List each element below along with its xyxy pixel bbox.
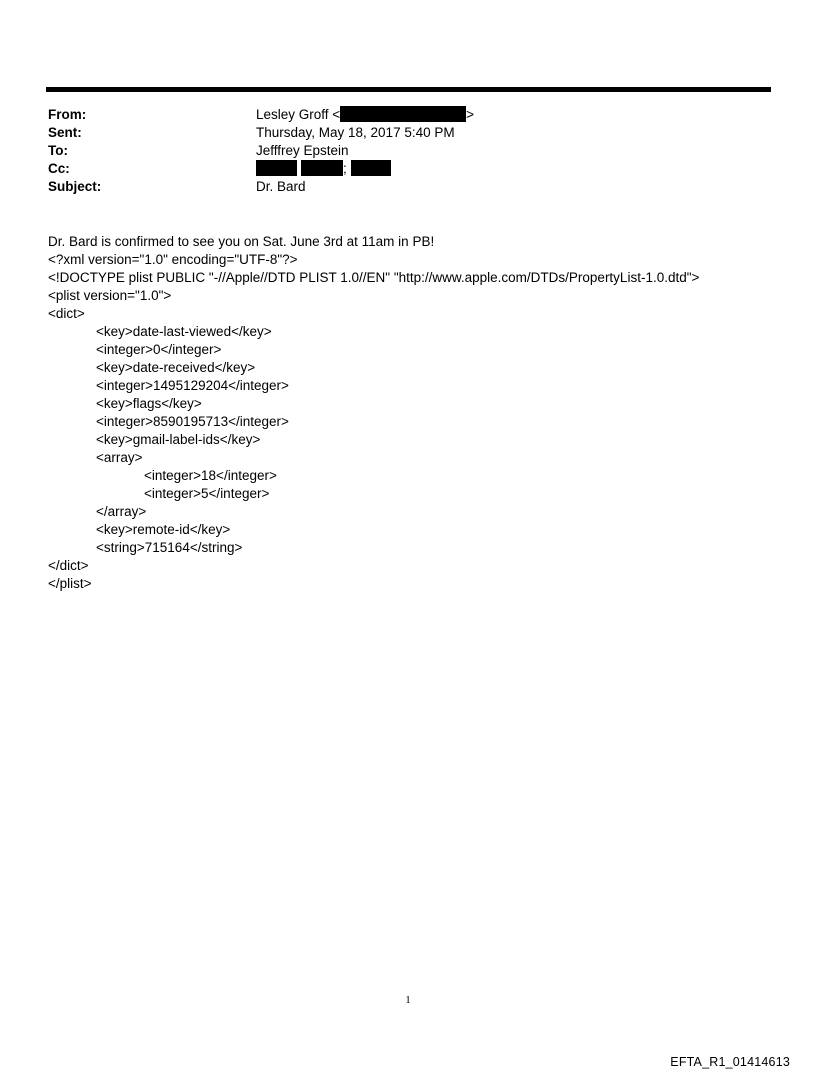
to-row [48, 142, 768, 160]
from-label: From: [48, 107, 87, 122]
from-name: Lesley Groff < [256, 107, 341, 122]
body-line: <key>date-last-viewed</key> [96, 324, 272, 339]
body-line: <key>remote-id</key> [96, 522, 231, 537]
body-line: <dict> [48, 306, 85, 321]
sent-row [48, 124, 768, 142]
body-line: <key>date-received</key> [96, 360, 256, 375]
cc-label: Cc: [48, 161, 70, 176]
body-line: <?xml version="1.0" encoding="UTF-8"?> [48, 252, 298, 267]
email-body [48, 233, 788, 593]
body-line: <integer>0</integer> [96, 342, 222, 357]
from-row [48, 106, 768, 124]
email-header [48, 106, 768, 196]
sent-value: Thursday, May 18, 2017 5:40 PM [256, 125, 455, 140]
redaction-block [256, 160, 297, 176]
to-value: Jefffrey Epstein [256, 143, 349, 158]
subject-row [48, 178, 768, 196]
subject-value: Dr. Bard [256, 179, 306, 194]
redaction-block [340, 106, 466, 122]
body-line: </plist> [48, 576, 92, 591]
body-line: </array> [96, 504, 147, 519]
cc-separator: ; [343, 161, 347, 176]
body-line: <plist version="1.0"> [48, 288, 172, 303]
body-line: </dict> [48, 558, 89, 573]
header-divider [46, 87, 771, 92]
body-line: <key>flags</key> [96, 396, 202, 411]
body-line: <integer>18</integer> [144, 468, 277, 483]
body-line: <integer>5</integer> [144, 486, 270, 501]
body-line: Dr. Bard is confirmed to see you on Sat. June 3rd at 11am in PB! [48, 234, 435, 249]
body-line: <!DOCTYPE plist PUBLIC "-//Apple//DTD PLIST 1.0//EN" "http://www.apple.com/DTDs/PropertyList-1.0.dtd"> [48, 270, 700, 285]
document-id: EFTA_R1_01414613 [670, 1055, 790, 1069]
redaction-block [351, 160, 391, 176]
redaction-block [301, 160, 343, 176]
cc-value [256, 160, 391, 178]
sent-label: Sent: [48, 125, 82, 140]
body-line: <integer>1495129204</integer> [96, 378, 289, 393]
body-line: <key>gmail-label-ids</key> [96, 432, 261, 447]
body-line: <array> [96, 450, 143, 465]
from-email-close: > [466, 107, 475, 122]
to-label: To: [48, 143, 68, 158]
cc-row [48, 160, 768, 178]
page-number: 1 [405, 994, 411, 1006]
body-line: <string>715164</string> [96, 540, 243, 555]
body-line: <integer>8590195713</integer> [96, 414, 289, 429]
from-value [256, 106, 474, 124]
subject-label: Subject: [48, 179, 102, 194]
